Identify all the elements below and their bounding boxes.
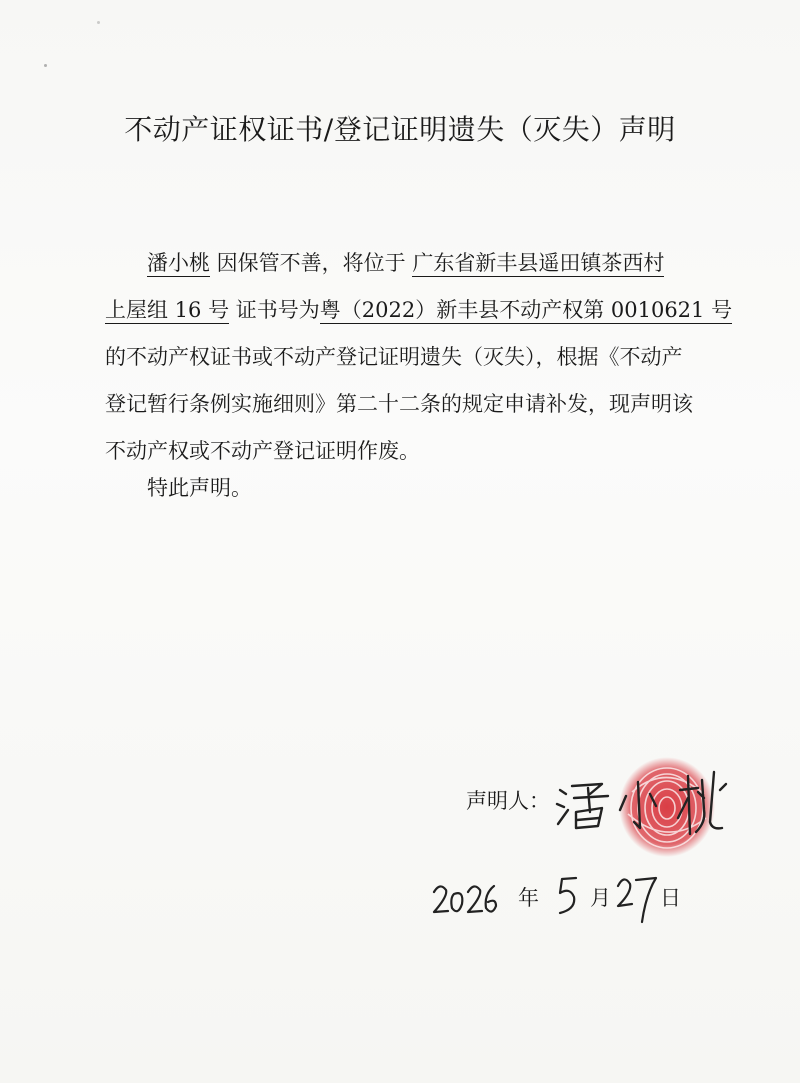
year-char: 年 [518,886,539,910]
declarant-label: 声明人： [466,789,550,813]
property-location-part-1: 广东省新丰县遥田镇茶西村 [412,251,665,275]
certificate-number: 粤（2022）新丰县不动产权第 0010621 号 [319,298,733,322]
property-location-part-2: 上屋组 16 号 [105,298,230,322]
day-char: 日 [660,886,681,910]
statement-paragraph [105,240,733,475]
paragraph-line-3: 的不动产权证书或不动产登记证明遗失（灭失），根据《不动产 [105,345,683,369]
handwritten-signature [552,762,732,842]
handwritten-day [616,868,662,926]
scan-speck [44,64,47,67]
month-char: 月 [590,886,611,910]
paragraph-line-2 [105,287,733,334]
document-title: 不动产证权证书/登记证明遗失（灭失）声明 [124,113,676,146]
statement-date [430,868,710,938]
owner-name: 潘小桃 [147,251,210,275]
paragraph-text-1: 因保管不善，将位于 [210,251,413,275]
paragraph-line-1 [105,240,705,287]
scan-speck [97,21,100,24]
handwritten-month [554,872,582,922]
paragraph-line-5: 不动产权或不动产登记证明作废。 [105,439,420,463]
paragraph-line-4: 登记暂行条例实施细则》第二十二条的规定申请补发，现声明该 [105,392,693,416]
closing-statement: 特此声明。 [147,476,252,500]
handwritten-year [430,876,502,920]
paragraph-text-2: 证书号为 [229,298,320,322]
